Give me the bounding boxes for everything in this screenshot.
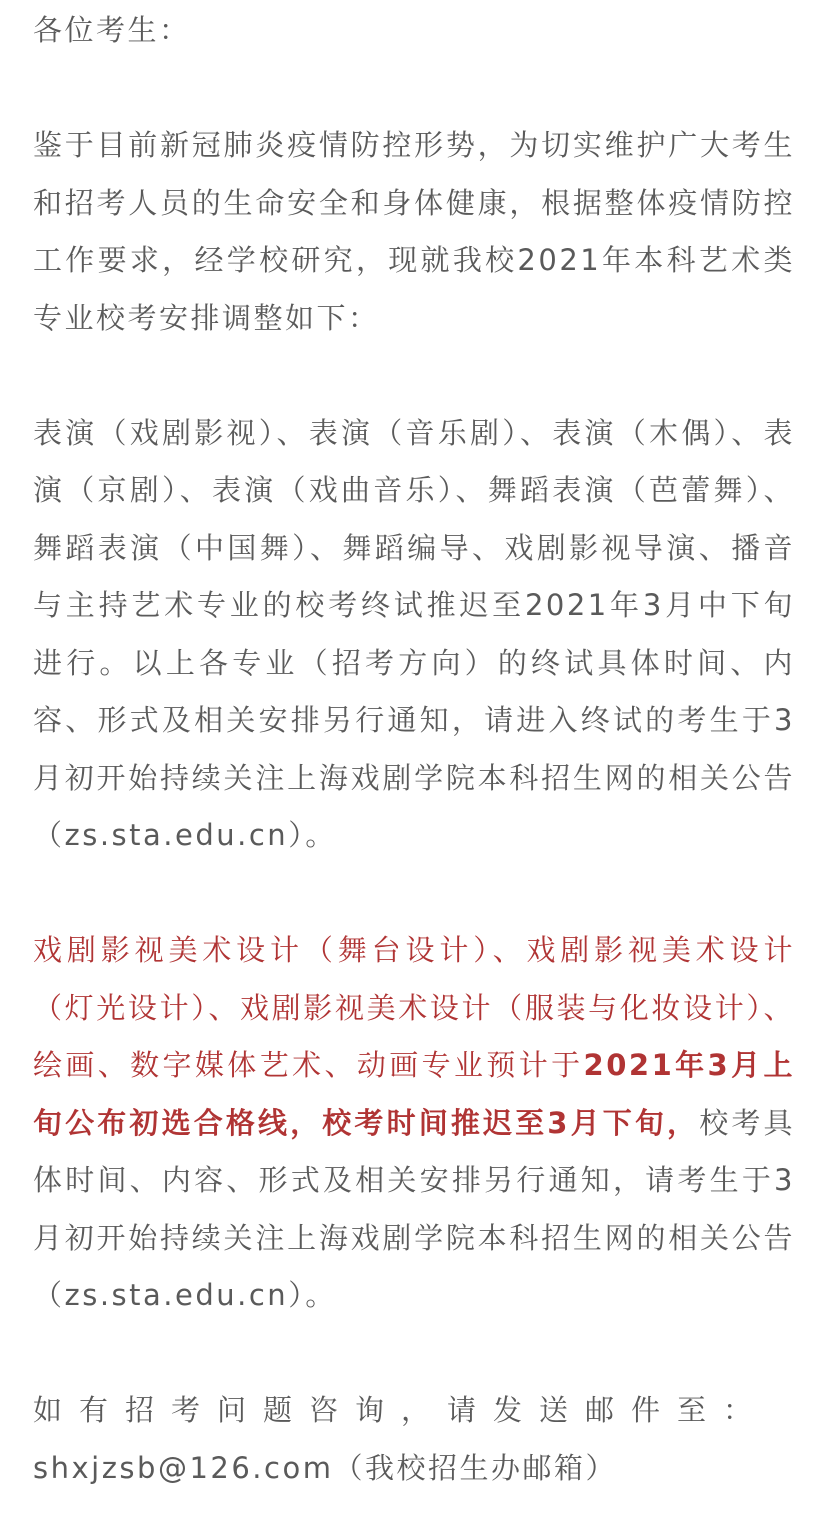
contact-email-link[interactable]: shxjzsb@126.com [33,1450,334,1485]
design-majors-highlight: 戏剧影视美术设计（舞台设计）、戏剧影视美术设计（灯光设计）、戏剧影视美术设计（服装与化妆设计）、绘画、数字媒体艺术、动画专业预计于 [33,933,795,1082]
greeting: 各位考生： [33,13,191,47]
design-majors-date-emphasis: 2021年3月上旬公布初选合格线，校考时间推迟至3月下旬， [33,1048,795,1140]
performance-majors-paragraph: 表演（戏剧影视）、表演（音乐剧）、表演（木偶）、表演（京剧）、表演（戏曲音乐）、舞蹈表演（芭蕾舞）、舞蹈表演（中国舞）、舞蹈编导、戏剧影视导演、播音与主持艺术专业的校考终试推迟至2021年3月中下旬进行。以上各专业（招考方向）的终试具体时间、内容、形式及相关安排另行通知，请进入终试的考生于3月初开始持续关注上海戏剧学院本科招生网的相关公告（zs.sta.edu.cn）。 [33,415,795,852]
contact-prompt: 如有招考问题咨询，请发送邮件至： [33,1393,770,1427]
intro-paragraph: 鉴于目前新冠肺炎疫情防控形势，为切实维护广大考生和招考人员的生命安全和身体健康，根据整体疫情防控工作要求，经学校研究，现就我校2021年本科艺术类专业校考安排调整如下： [33,128,795,335]
notice-document [33,0,795,1497]
design-majors-details: 校考具体时间、内容、形式及相关安排另行通知，请考生于3月初开始持续关注上海戏剧学院本科招生网的相关公告（zs.sta.edu.cn）。 [33,1105,795,1312]
contact-email-note: （我校招生办邮箱） [333,1450,617,1485]
contact-email-line [33,1440,795,1498]
contact-line [33,1382,795,1440]
design-majors-paragraph [33,922,795,1325]
